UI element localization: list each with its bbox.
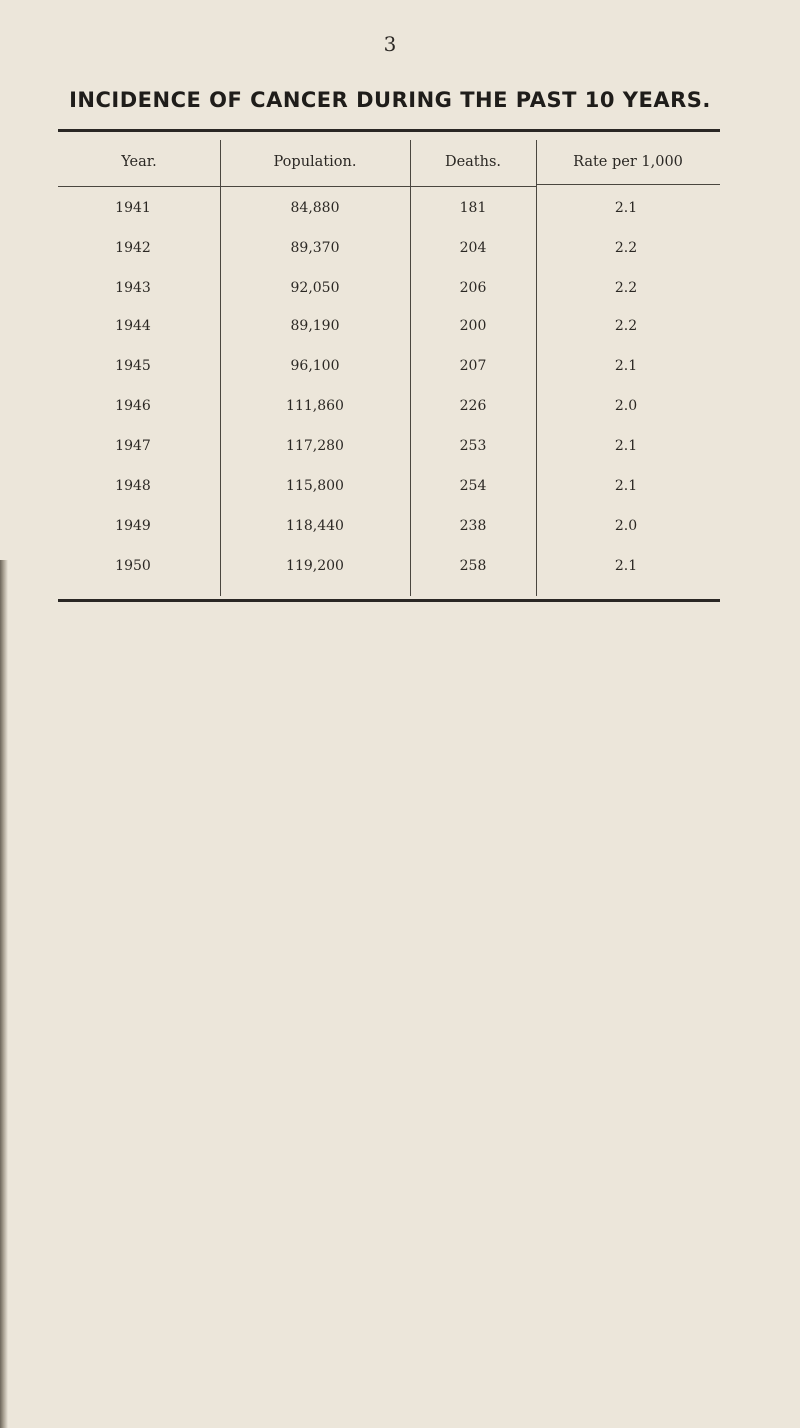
population-cell: 89,370 (290, 240, 340, 256)
population-cell: 92,050 (290, 280, 340, 296)
rate-cell: 2.2 (614, 318, 638, 334)
rate-cell: 2.2 (614, 280, 638, 296)
table-top-rule (58, 129, 720, 132)
header-underline-rate (536, 184, 720, 185)
page-title: INCIDENCE OF CANCER DURING THE PAST 10 YEARS. (69, 88, 711, 112)
deaths-cell: 258 (459, 558, 487, 574)
year-cell: 1950 (115, 558, 151, 574)
rate-cell: 2.1 (614, 478, 638, 494)
deaths-cell: 238 (459, 518, 487, 534)
deaths-cell: 226 (459, 398, 487, 414)
year-cell: 1947 (115, 438, 151, 454)
header-deaths: Deaths. (444, 154, 502, 170)
deaths-cell: 253 (459, 438, 487, 454)
rate-cell: 2.1 (614, 200, 638, 216)
deaths-cell: 207 (459, 358, 487, 374)
deaths-cell: 200 (459, 318, 487, 334)
rate-cell: 2.1 (614, 438, 638, 454)
year-cell: 1949 (115, 518, 151, 534)
deaths-cell: 204 (459, 240, 487, 256)
rate-cell: 2.1 (614, 358, 638, 374)
deaths-cell: 181 (459, 200, 487, 216)
page-edge-shadow (0, 560, 8, 1428)
population-cell: 111,860 (286, 398, 344, 414)
population-cell: 89,190 (290, 318, 340, 334)
deaths-cell: 206 (459, 280, 487, 296)
header-underline-deaths (410, 186, 536, 187)
header-population: Population. (273, 154, 357, 170)
year-cell: 1941 (115, 200, 151, 216)
year-cell: 1948 (115, 478, 151, 494)
population-cell: 119,200 (286, 558, 344, 574)
year-cell: 1945 (115, 358, 151, 374)
header-underline-population (220, 186, 410, 187)
table-bottom-rule (58, 599, 720, 602)
population-cell: 118,440 (286, 518, 344, 534)
year-cell: 1944 (115, 318, 151, 334)
population-cell: 96,100 (290, 358, 340, 374)
page-number: 3 (383, 32, 397, 56)
rate-cell: 2.0 (614, 398, 638, 414)
header-year: Year. (121, 154, 157, 170)
population-cell: 84,880 (290, 200, 340, 216)
population-cell: 115,800 (286, 478, 344, 494)
header-rate: Rate per 1,000 (573, 154, 683, 170)
year-cell: 1942 (115, 240, 151, 256)
header-underline-year (58, 186, 220, 187)
rate-cell: 2.1 (614, 558, 638, 574)
rate-cell: 2.0 (614, 518, 638, 534)
year-cell: 1943 (115, 280, 151, 296)
year-cell: 1946 (115, 398, 151, 414)
population-cell: 117,280 (286, 438, 344, 454)
deaths-cell: 254 (459, 478, 487, 494)
rate-cell: 2.2 (614, 240, 638, 256)
